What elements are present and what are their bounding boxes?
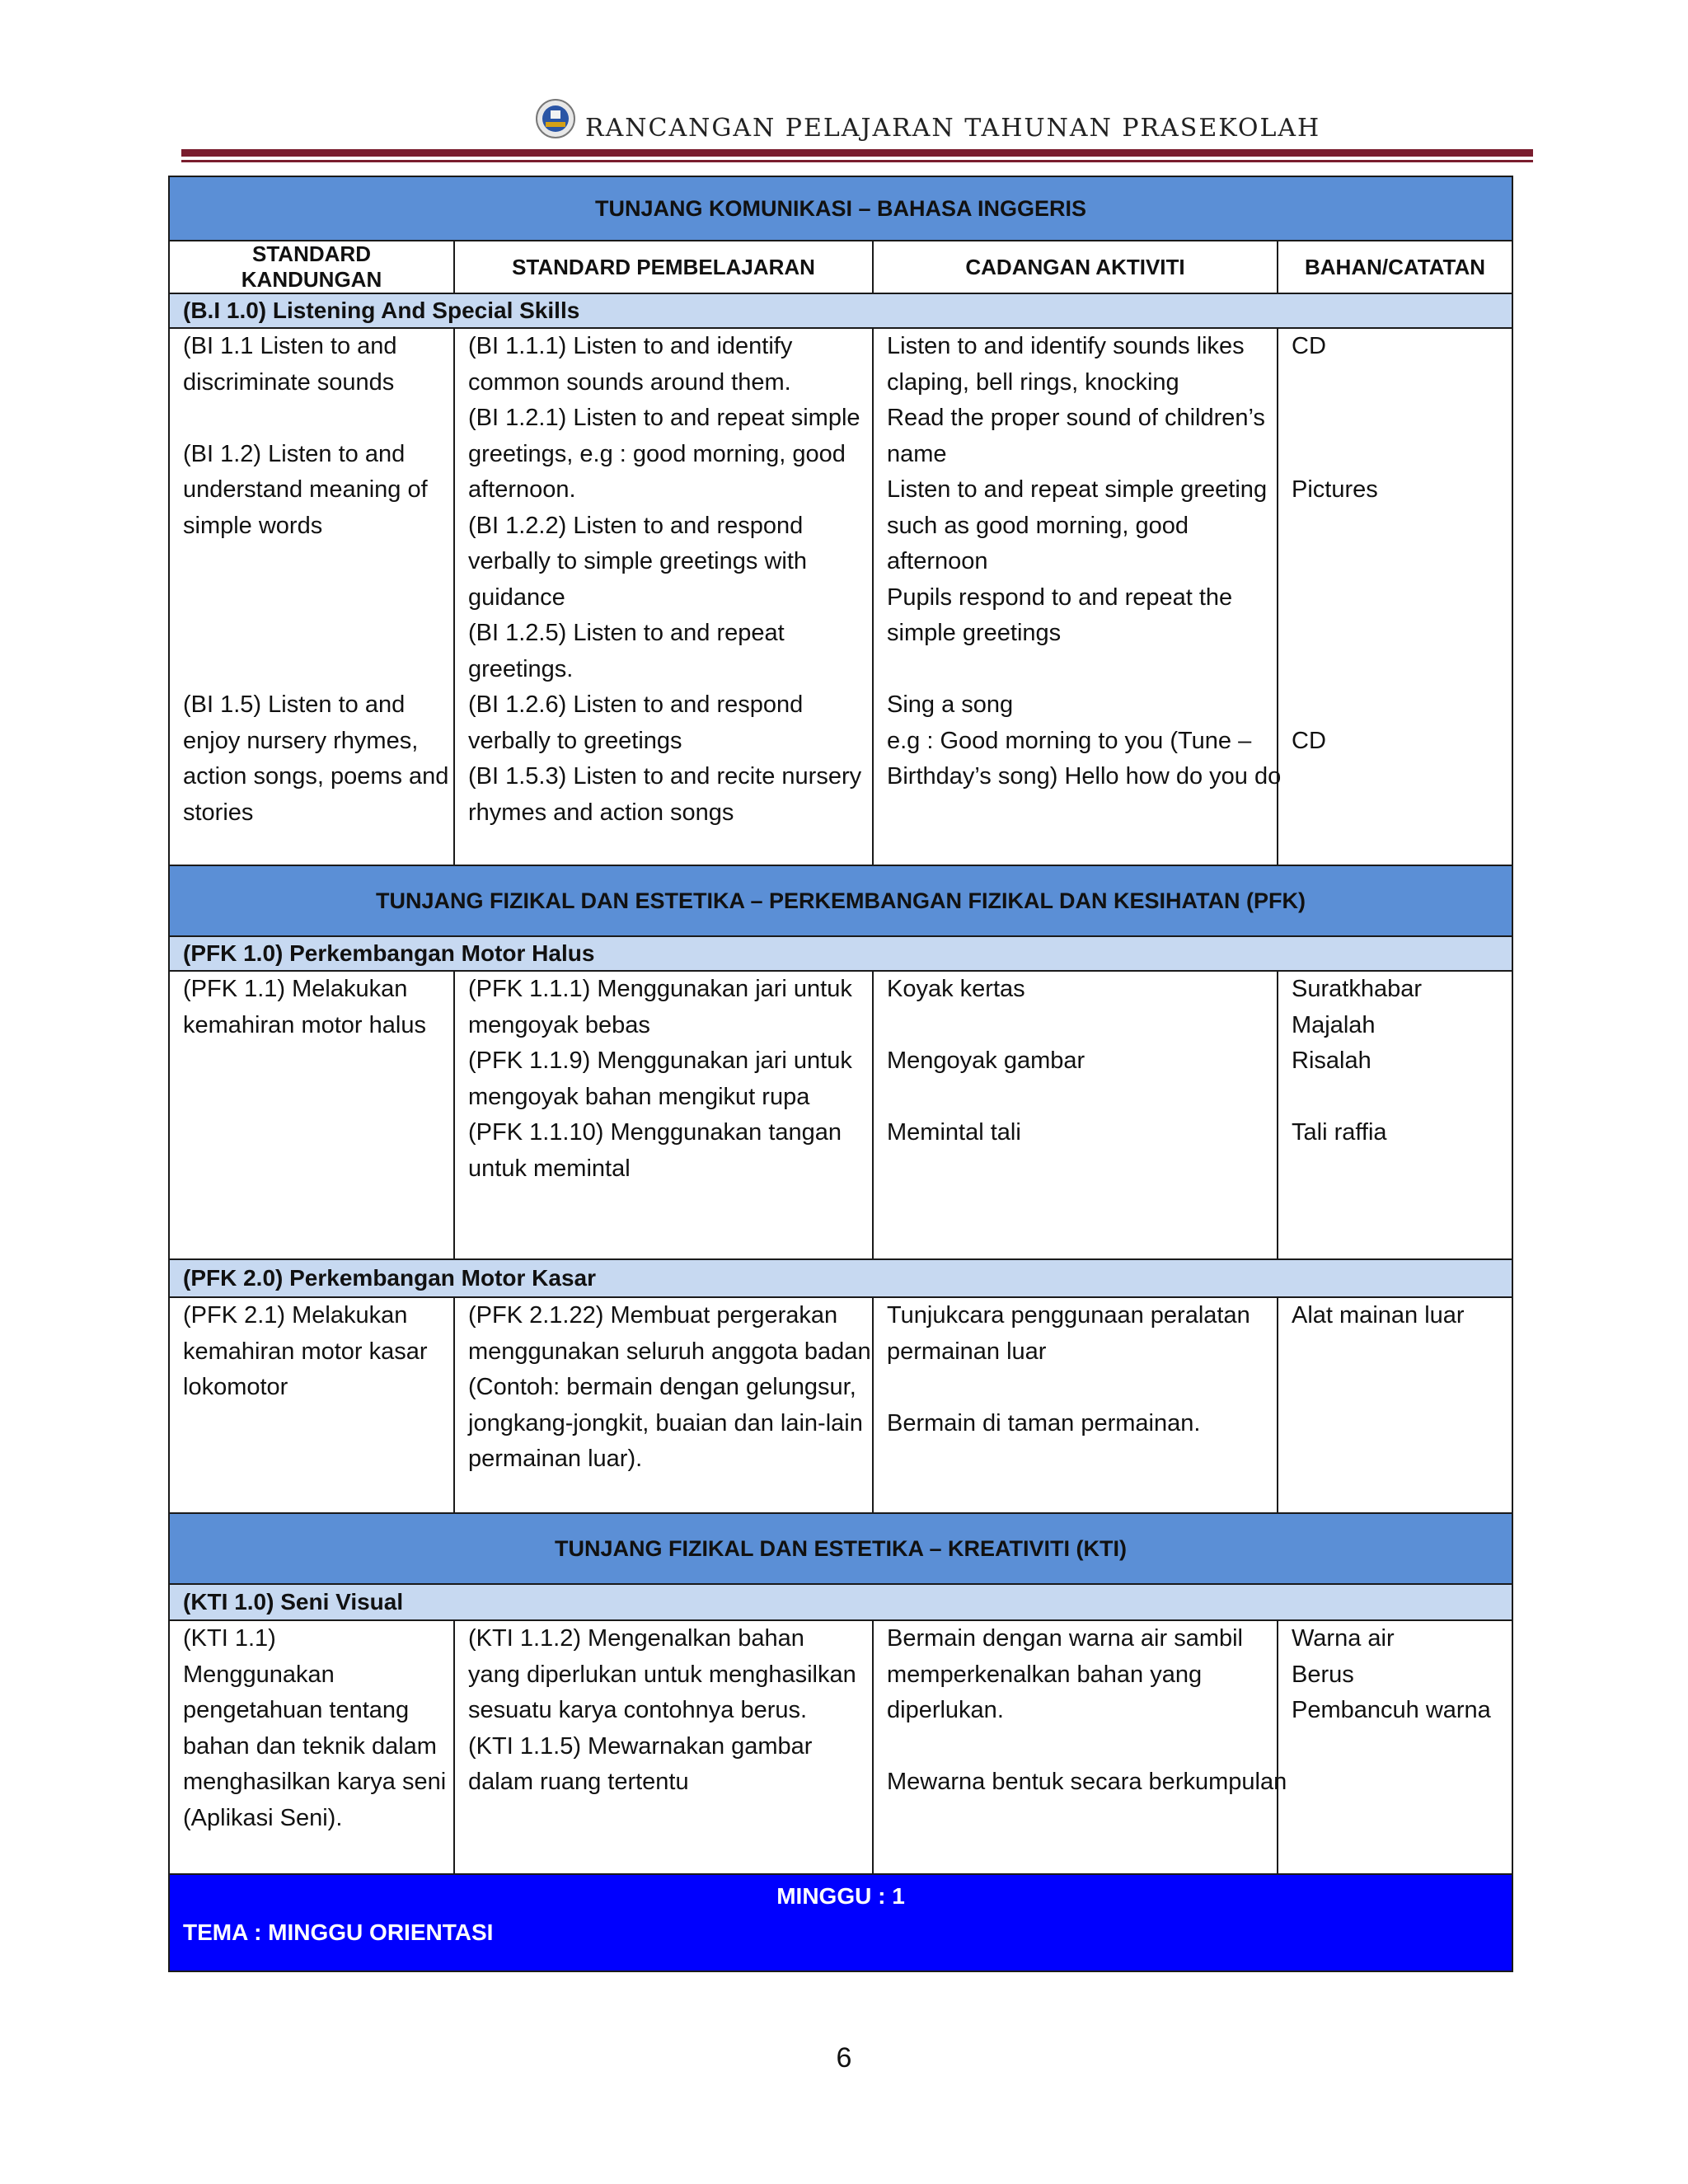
cell-line: afternoon. <box>468 476 576 503</box>
subsection-row <box>169 1584 1512 1620</box>
week-label: MINGGU : 1 <box>776 1883 905 1909</box>
cell-line: menghasilkan karya seni <box>183 1769 447 1795</box>
cell-line: (BI 1.2.6) Listen to and respond <box>468 691 804 718</box>
column-header-row <box>169 241 1512 293</box>
cell-line: Pembancuh warna <box>1292 1697 1491 1723</box>
cell-line: (KTI 1.1.5) Mewarnakan gambar <box>468 1732 813 1760</box>
cell-line: mengoyak bahan mengikut rupa <box>468 1083 810 1110</box>
cell-line: (BI 1.2.1) Listen to and repeat simple <box>468 405 860 431</box>
aktiviti-cell <box>873 1297 1278 1513</box>
cell-line: (BI 1.1.1) Listen to and identify <box>468 333 793 359</box>
cell-line: bahan dan teknik dalam <box>183 1732 437 1760</box>
cell-line: lokomotor <box>183 1374 288 1400</box>
cell-line: jongkang-jongkit, buaian dan lain-lain <box>468 1409 863 1436</box>
cell-line: afternoon <box>887 548 988 574</box>
cell-line: Sing a song <box>887 691 1014 718</box>
cell-line <box>183 652 440 688</box>
bahan-cell <box>1278 1620 1512 1874</box>
cell-line: discriminate sounds <box>183 368 395 396</box>
cell-line: action songs, poems and <box>183 763 449 790</box>
cell-line: menggunakan seluruh anggota badan <box>468 1338 871 1365</box>
cell-line: Risalah <box>1292 1047 1372 1074</box>
header-title: RANCANGAN PELAJARAN TAHUNAN PRASEKOLAH <box>585 114 1321 143</box>
cell-line: name <box>887 440 947 467</box>
kandungan-cell <box>169 971 454 1259</box>
cell-line: verbally to simple greetings with <box>468 548 808 574</box>
cell-line: Mewarna bentuk secara berkumpulan <box>887 1769 1287 1795</box>
cell-line: simple greetings <box>887 620 1062 646</box>
cell-line: yang diperlukan untuk menghasilkan <box>468 1661 856 1688</box>
cell-line: Birthday’s song) Hello how do you do <box>887 763 1282 790</box>
cell-line: (BI 1.1 Listen to and <box>183 333 397 359</box>
cell-line: (PFK 2.1) Melakukan <box>183 1302 408 1329</box>
cell-line: Alat mainan luar <box>1292 1302 1465 1329</box>
cell-line: (KTI 1.1.2) Mengenalkan bahan <box>468 1625 804 1652</box>
aktiviti-cell <box>873 971 1278 1259</box>
cell-line: (BI 1.5.3) Listen to and recite nursery <box>468 763 862 790</box>
cell-line: such as good morning, good <box>887 512 1189 539</box>
bahan-cell <box>1278 328 1512 865</box>
cell-line: Listen to and identify sounds likes <box>887 333 1245 359</box>
cell-line: e.g : Good morning to you (Tune – <box>887 727 1252 754</box>
cell-line <box>1292 687 1498 724</box>
lesson-plan-table <box>168 176 1513 1972</box>
pembelajaran-cell <box>454 328 873 865</box>
cell-line <box>1292 437 1498 473</box>
kandungan-cell <box>169 328 454 865</box>
cell-line: (PFK 1.1.10) Menggunakan tangan <box>468 1119 842 1146</box>
subsection-heading: (KTI 1.0) Seni Visual <box>169 1584 1512 1620</box>
cell-line: mengoyak bebas <box>468 1011 650 1038</box>
week-theme-band <box>169 1874 1512 1971</box>
cell-line: Listen to and repeat simple greeting <box>887 476 1268 503</box>
cell-line: Mengoyak gambar <box>887 1047 1085 1074</box>
section-header-row <box>169 176 1512 241</box>
subsection-row <box>169 1259 1512 1297</box>
column-header: STANDARD PEMBELAJARAN <box>454 241 873 293</box>
section-title: TUNJANG KOMUNIKASI – BAHASA INGGERIS <box>169 176 1512 241</box>
cell-line <box>887 652 1264 688</box>
cell-line: (PFK 1.1.9) Menggunakan jari untuk <box>468 1047 852 1074</box>
section-header-row <box>169 1513 1512 1584</box>
bahan-cell <box>1278 971 1512 1259</box>
cell-line <box>1292 580 1498 616</box>
cell-line <box>1292 509 1498 545</box>
cell-line: dalam ruang tertentu <box>468 1769 689 1795</box>
cell-line: Majalah <box>1292 1011 1376 1038</box>
cell-line: (BI 1.2.2) Listen to and respond <box>468 512 804 539</box>
cell-line: Menggunakan <box>183 1661 335 1688</box>
cell-line <box>1292 365 1498 401</box>
bahan-cell <box>1278 1297 1512 1513</box>
cell-line: untuk memintal <box>468 1155 631 1182</box>
column-header: CADANGAN AKTIVITI <box>873 241 1278 293</box>
cell-line: Koyak kertas <box>887 976 1025 1002</box>
cell-line <box>1292 652 1498 688</box>
cell-line: Berus <box>1292 1661 1354 1688</box>
section-title: TUNJANG FIZIKAL DAN ESTETIKA – KREATIVITI (KTI) <box>169 1513 1512 1584</box>
content-row <box>169 1297 1512 1513</box>
aktiviti-cell <box>873 1620 1287 1874</box>
page-number: 6 <box>836 2042 852 2074</box>
cell-line: (BI 1.2) Listen to and <box>183 440 406 467</box>
cell-line <box>1292 544 1498 580</box>
cell-line: Read the proper sound of children’s <box>887 405 1265 431</box>
cell-line: CD <box>1292 727 1326 754</box>
cell-line: common sounds around them. <box>468 368 791 396</box>
cell-line: Warna air <box>1292 1625 1395 1652</box>
section-title: TUNJANG FIZIKAL DAN ESTETIKA – PERKEMBANGAN FIZIKAL DAN KESIHATAN (PFK) <box>169 865 1512 936</box>
header-rule-thick <box>181 149 1533 157</box>
cell-line <box>1292 401 1498 437</box>
column-header: BAHAN/CATATAN <box>1278 241 1512 293</box>
cell-line: guidance <box>468 583 565 611</box>
section-header-row <box>169 865 1512 936</box>
cell-line: stories <box>183 799 254 826</box>
cell-line: sesuatu karya contohnya berus. <box>468 1697 808 1723</box>
cell-line: Pupils respond to and repeat the <box>887 583 1233 611</box>
cell-line: greetings. <box>468 655 574 682</box>
cell-line: CD <box>1292 333 1326 359</box>
cell-line: permainan luar <box>887 1338 1047 1365</box>
cell-line <box>183 544 440 580</box>
aktiviti-cell <box>873 328 1282 865</box>
pembelajaran-cell <box>454 971 873 1259</box>
cell-line: (PFK 1.1) Melakukan <box>183 976 408 1002</box>
cell-line <box>887 1370 1264 1406</box>
cell-line: Suratkhabar <box>1292 976 1422 1002</box>
kandungan-cell <box>169 1297 454 1513</box>
content-row <box>169 328 1512 865</box>
cell-line <box>183 401 440 437</box>
cell-line: permainan luar). <box>468 1446 643 1472</box>
content-row <box>169 1620 1512 1874</box>
cell-line: (KTI 1.1) <box>183 1625 276 1652</box>
cell-line: Memintal tali <box>887 1119 1021 1146</box>
cell-line: memperkenalkan bahan yang <box>887 1661 1203 1688</box>
cell-line: (Aplikasi Seni). <box>183 1804 343 1831</box>
week-theme-row <box>169 1874 1512 1971</box>
cell-line: (BI 1.5) Listen to and <box>183 691 406 718</box>
subsection-heading: (PFK 1.0) Perkembangan Motor Halus <box>169 936 1512 971</box>
pembelajaran-cell <box>454 1620 873 1874</box>
cell-line <box>887 1080 1264 1116</box>
cell-line <box>1292 1080 1498 1116</box>
cell-line <box>887 1729 1264 1765</box>
cell-line: (Contoh: bermain dengan gelungsur, <box>468 1374 856 1400</box>
header-rule-thin <box>181 160 1533 162</box>
cell-line: diperlukan. <box>887 1697 1004 1723</box>
content-row <box>169 971 1512 1259</box>
subsection-heading: (B.I 1.0) Listening And Special Skills <box>169 293 1512 328</box>
school-crest-icon <box>534 97 577 140</box>
cell-line <box>887 1008 1264 1044</box>
pembelajaran-cell <box>454 1297 873 1513</box>
cell-line <box>183 580 440 616</box>
cell-line: greetings, e.g : good morning, good <box>468 440 846 467</box>
cell-line: pengetahuan tentang <box>183 1697 410 1723</box>
cell-line: kemahiran motor kasar <box>183 1338 428 1365</box>
theme-label: TEMA : MINGGU ORIENTASI <box>183 1919 494 1945</box>
cell-line: Pictures <box>1292 476 1378 503</box>
cell-line: rhymes and action songs <box>468 799 734 826</box>
cell-line: (PFK 1.1.1) Menggunakan jari untuk <box>468 976 852 1002</box>
cell-line: Tunjukcara penggunaan peralatan <box>887 1302 1250 1329</box>
cell-line: Tali raffia <box>1292 1119 1387 1146</box>
cell-line: understand meaning of <box>183 476 428 503</box>
cell-line <box>183 616 440 652</box>
subsection-row <box>169 936 1512 971</box>
subsection-row <box>169 293 1512 328</box>
cell-line: (BI 1.2.5) Listen to and repeat <box>468 620 785 646</box>
cell-line: kemahiran motor halus <box>183 1011 426 1038</box>
page-header <box>181 97 1533 155</box>
cell-line: verbally to greetings <box>468 727 682 754</box>
cell-line: claping, bell rings, knocking <box>887 368 1179 396</box>
cell-line: Bermain di taman permainan. <box>887 1409 1201 1436</box>
kandungan-cell <box>169 1620 454 1874</box>
column-header: STANDARD KANDUNGAN <box>169 241 454 293</box>
cell-line <box>1292 616 1498 652</box>
subsection-heading: (PFK 2.0) Perkembangan Motor Kasar <box>169 1259 1512 1297</box>
cell-line: (PFK 2.1.22) Membuat pergerakan <box>468 1302 838 1329</box>
cell-line: simple words <box>183 512 323 539</box>
cell-line: Bermain dengan warna air sambil <box>887 1625 1243 1652</box>
cell-line: enjoy nursery rhymes, <box>183 727 419 754</box>
